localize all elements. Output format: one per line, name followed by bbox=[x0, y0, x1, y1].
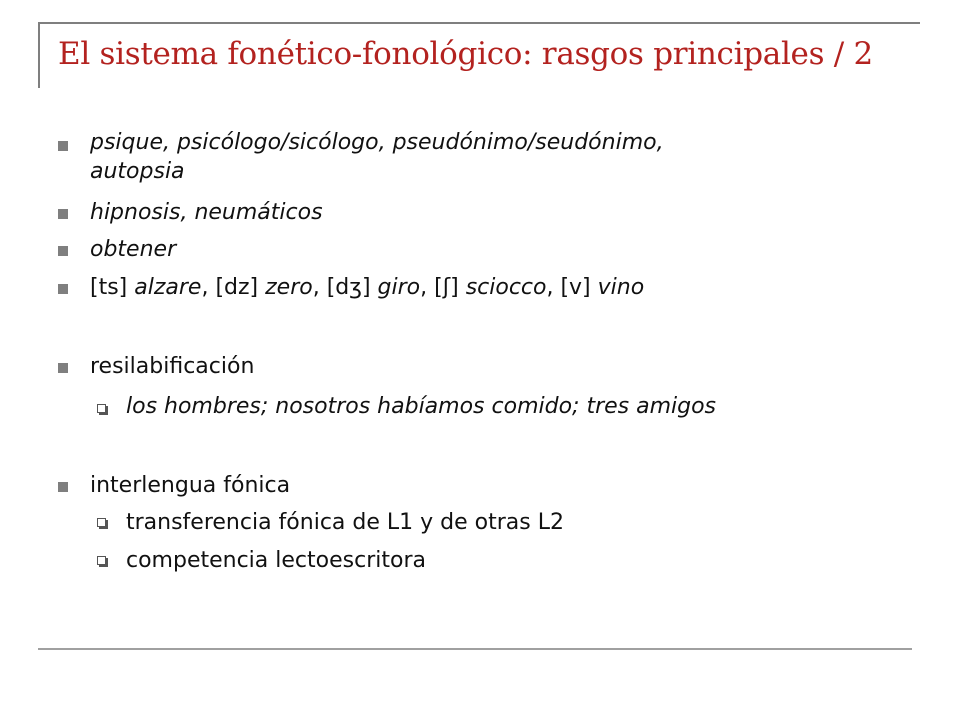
list-item bbox=[90, 130, 664, 156]
bottom-rule bbox=[38, 648, 912, 650]
list-item bbox=[90, 275, 644, 301]
list-item bbox=[90, 354, 254, 380]
hollow-square-bullet-icon bbox=[97, 404, 106, 413]
square-bullet-icon bbox=[58, 209, 68, 219]
phone-label: , [dz] bbox=[201, 275, 266, 300]
phone-label: [ts] bbox=[90, 275, 135, 300]
square-bullet-icon bbox=[58, 482, 68, 492]
list-item bbox=[90, 237, 176, 263]
list-item bbox=[90, 200, 323, 226]
square-bullet-icon bbox=[58, 141, 68, 151]
square-bullet-icon bbox=[58, 363, 68, 373]
example-word: vino bbox=[597, 275, 645, 300]
list-item bbox=[90, 473, 290, 499]
phone-label: , [dʒ] bbox=[312, 275, 378, 300]
list-item-text: hipnosis, neumáticos bbox=[90, 200, 323, 225]
phone-label: , [v] bbox=[546, 275, 598, 300]
square-bullet-icon bbox=[58, 246, 68, 256]
hollow-square-bullet-icon bbox=[97, 518, 106, 527]
sub-list-item bbox=[126, 548, 426, 574]
slide-title: El sistema fonético-fonológico: rasgos principales / 2 bbox=[58, 36, 873, 72]
hollow-square-bullet-icon bbox=[97, 556, 106, 565]
sub-list-item bbox=[126, 510, 564, 536]
square-bullet-icon bbox=[58, 284, 68, 294]
list-item-text: interlengua fónica bbox=[90, 473, 291, 498]
example-word: alzare bbox=[134, 275, 202, 300]
example-word: sciocco bbox=[465, 275, 547, 300]
list-item-text: los hombres; nosotros habíamos comido; tres amigos bbox=[126, 394, 717, 419]
list-item-text: obtener bbox=[90, 237, 177, 262]
example-word: giro bbox=[377, 275, 421, 300]
list-item-text: autopsia bbox=[90, 159, 185, 184]
list-item-text: competencia lectoescritora bbox=[126, 548, 426, 573]
sub-list-item bbox=[126, 394, 716, 420]
phone-label: , [ʃ] bbox=[420, 275, 466, 300]
example-word: zero bbox=[265, 275, 313, 300]
list-item-text: transferencia fónica de L1 y de otras L2 bbox=[126, 510, 564, 535]
list-item-continuation bbox=[90, 159, 185, 185]
list-item-text: resilabificación bbox=[90, 354, 255, 379]
list-item-text: psique, psicólogo/sicólogo, pseudónimo/seudónimo, bbox=[90, 130, 664, 155]
